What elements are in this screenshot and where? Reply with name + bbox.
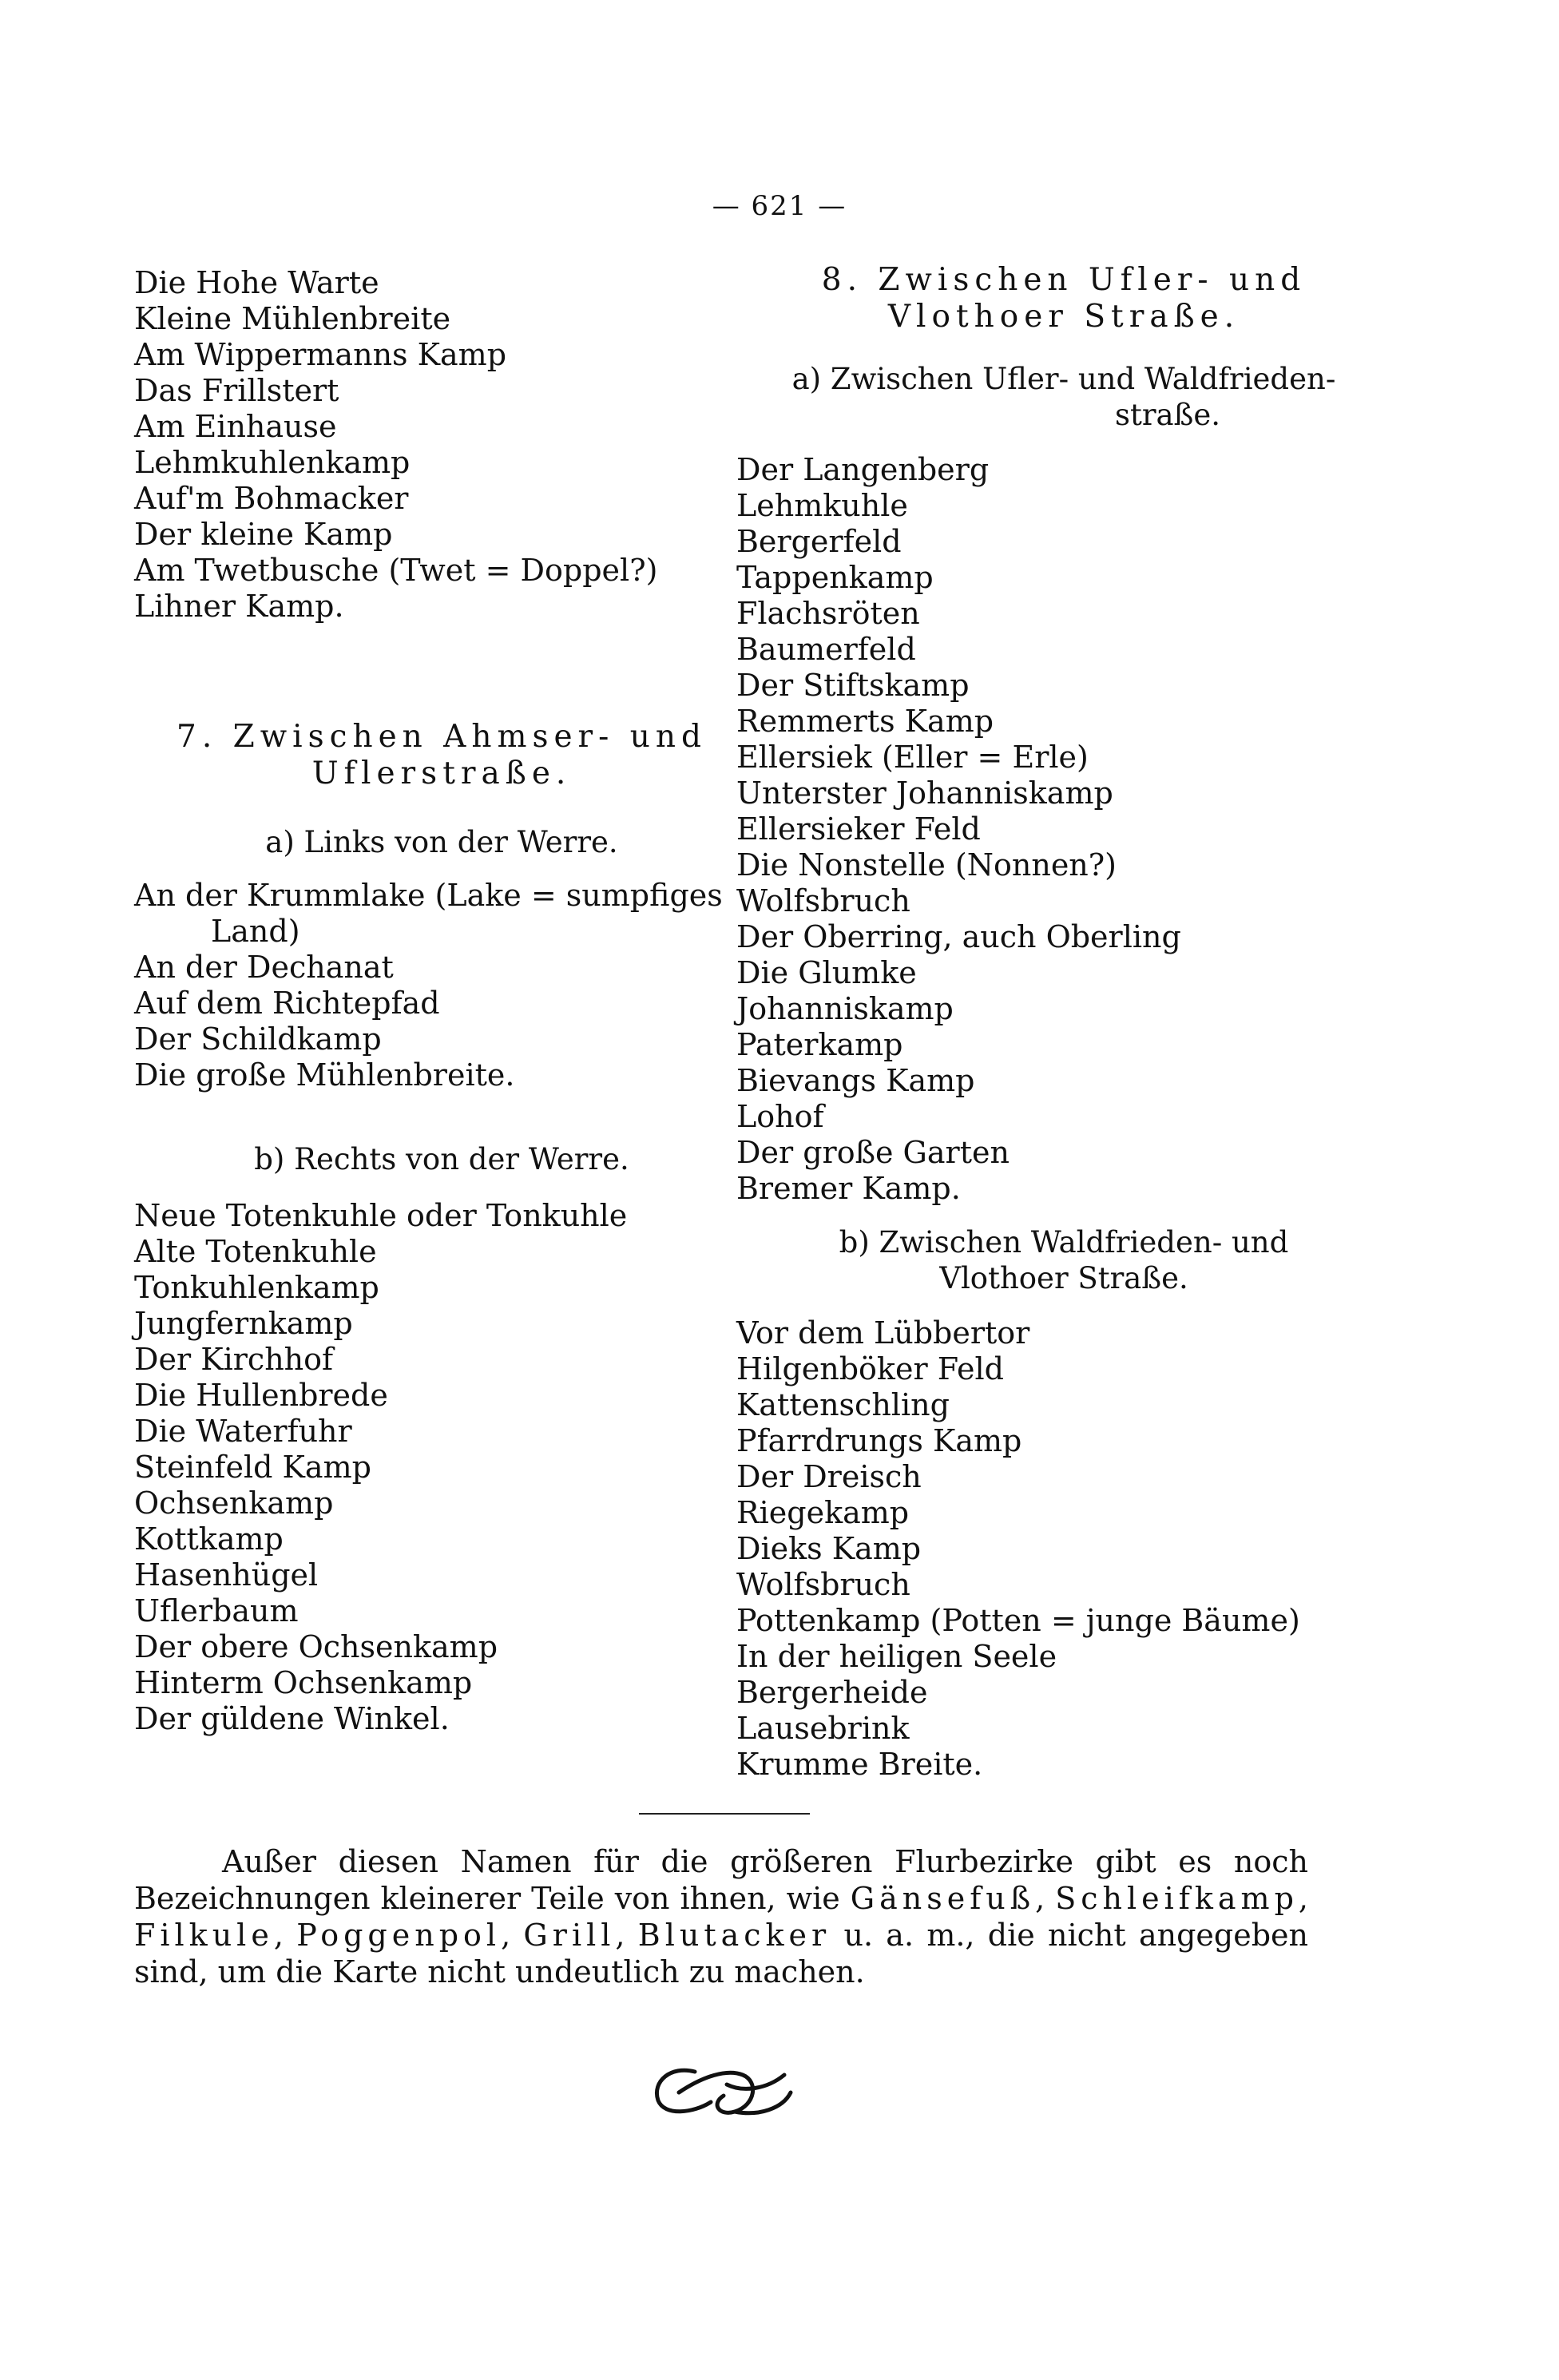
term-schleifkamp: Schleifkamp (1055, 1881, 1299, 1916)
list-item: Am Twetbusche (Twet = Doppel?) (134, 553, 658, 588)
list-item: Auf dem Richtepfad (134, 986, 440, 1021)
list-item: Der Schildkamp (134, 1021, 382, 1057)
list-item: Wolfsbruch (736, 1567, 910, 1602)
list-item: Unterster Johanniskamp (736, 775, 1113, 811)
list-item: Der Dreisch (736, 1459, 922, 1494)
list-item: Der Oberring, auch Oberling (736, 919, 1181, 954)
left-column (134, 265, 749, 1737)
list-item: Dieks Kamp (736, 1531, 922, 1566)
list-item: Lehmkuhlenkamp (134, 445, 411, 480)
list-item: Lohof (736, 1099, 824, 1134)
section-7a-list (134, 878, 749, 1093)
end-ornament-icon (647, 2061, 799, 2121)
list-item: Wolfsbruch (736, 883, 910, 918)
list-item: Bremer Kamp. (736, 1171, 961, 1206)
list-item: Baumerfeld (736, 632, 916, 667)
section-8a-heading: a) Zwischen Ufler- und Waldfrieden- straße. (791, 362, 1336, 432)
list-item: Krumme Breite. (736, 1747, 983, 1782)
section-7b-list (134, 1198, 749, 1737)
list-item: Lehmkuhle (736, 488, 908, 523)
list-item: Der große Garten (736, 1135, 1010, 1170)
term-filkule: Filkule (134, 1918, 274, 1953)
list-item: Vor dem Lübbertor (736, 1315, 1030, 1351)
section-divider (639, 1813, 810, 1815)
list-item: Uflerbaum (134, 1593, 299, 1628)
list-item: Der obere Ochsenkamp (134, 1629, 498, 1664)
list-item: Die Waterfuhr (134, 1414, 352, 1449)
list-item: Ellersiek (Eller = Erle) (736, 740, 1089, 775)
list-item: Die Hohe Warte (134, 265, 379, 300)
list-item: Pottenkamp (Potten = junge Bäume) (736, 1603, 1300, 1638)
list-item: Das Frillstert (134, 373, 339, 408)
list-item: Am Wippermanns Kamp (134, 337, 507, 372)
right-column (736, 262, 1391, 1783)
term-poggenpol: Poggenpol (296, 1918, 502, 1953)
section-7a-heading: a) Links von der Werre. (265, 825, 618, 859)
list-item: Lausebrink (736, 1711, 910, 1746)
list-item: Riegekamp (736, 1495, 910, 1530)
list-item: Bergerheide (736, 1675, 928, 1710)
section-8b-heading: b) Zwischen Waldfrieden- und Vlothoer Straße. (839, 1225, 1289, 1295)
section-8a-list (736, 452, 1391, 1207)
list-item: Pfarrdrungs Kamp (736, 1423, 1022, 1458)
list-item: Der Stiftskamp (736, 668, 970, 703)
section-8b-list (736, 1315, 1391, 1783)
list-item: Kottkamp (134, 1521, 284, 1557)
list-item: In der heiligen Seele (736, 1639, 1057, 1674)
list-item: Ellersieker Feld (736, 811, 981, 847)
list-item: Remmerts Kamp (736, 704, 994, 739)
list-item: Kattenschling (736, 1387, 950, 1422)
list-item: Tonkuhlenkamp (134, 1270, 379, 1305)
list-item: Steinfeld Kamp (134, 1450, 371, 1485)
field-name-list (134, 265, 749, 625)
term-gaensefuss: Gänsefuß (850, 1881, 1036, 1916)
list-item: Paterkamp (736, 1027, 903, 1062)
list-item: Der Kirchhof (134, 1342, 334, 1377)
list-item: An der Krummlake (Lake = sumpfiges Land) (134, 878, 723, 949)
list-item: Die Glumke (736, 955, 917, 990)
list-item: Bergerfeld (736, 524, 902, 559)
list-item: Der güldene Winkel. (134, 1701, 450, 1736)
list-item: Der Langenberg (736, 452, 990, 487)
list-item: Bievangs Kamp (736, 1063, 975, 1098)
list-item: Neue Totenkuhle oder Tonkuhle (134, 1198, 628, 1233)
list-item: Alte Totenkuhle (134, 1234, 377, 1269)
list-item: Hasenhügel (134, 1557, 319, 1593)
term-grill: Grill (523, 1918, 616, 1953)
list-item: Lihner Kamp. (134, 589, 344, 624)
section-8-heading: 8. Zwischen Ufler- und Vlothoer Straße. (821, 262, 1307, 335)
page-number: — 621 — (712, 190, 847, 222)
list-item: Die Nonstelle (Nonnen?) (736, 847, 1117, 883)
list-item: Flachsröten (736, 596, 920, 631)
list-item: Ochsenkamp (134, 1486, 334, 1521)
section-7b-heading: b) Rechts von der Werre. (254, 1142, 629, 1176)
list-item: Tappenkamp (736, 560, 934, 595)
list-item: Auf'm Bohmacker (134, 481, 409, 516)
list-item: Am Einhause (134, 409, 337, 444)
list-item: An der Dechanat (134, 950, 394, 985)
list-item: Hinterm Ochsenkamp (134, 1665, 473, 1700)
list-item: Die große Mühlenbreite. (134, 1057, 515, 1093)
list-item: Kleine Mühlenbreite (134, 301, 451, 336)
closing-paragraph: Außer diesen Namen für die größeren Flurbezirke gibt es noch Bezeichnungen kleinerer Teile von ihnen, wie Gänsefuß, Schleifkamp, Filkule, Poggenpol, Grill, Blutacker u. a. m., die nicht angegeben sind, um die Karte nicht undeutlich zu machen. (134, 1844, 1308, 1989)
list-item: Jungfernkamp (134, 1306, 353, 1341)
section-7-heading: 7. Zwischen Ahmser- und Uflerstraße. (177, 719, 707, 791)
list-item: Die Hullenbrede (134, 1378, 388, 1413)
list-item: Der kleine Kamp (134, 517, 393, 552)
term-blutacker: Blutacker (637, 1918, 831, 1953)
list-item: Hilgenböker Feld (736, 1351, 1004, 1386)
list-item: Johanniskamp (736, 991, 954, 1026)
